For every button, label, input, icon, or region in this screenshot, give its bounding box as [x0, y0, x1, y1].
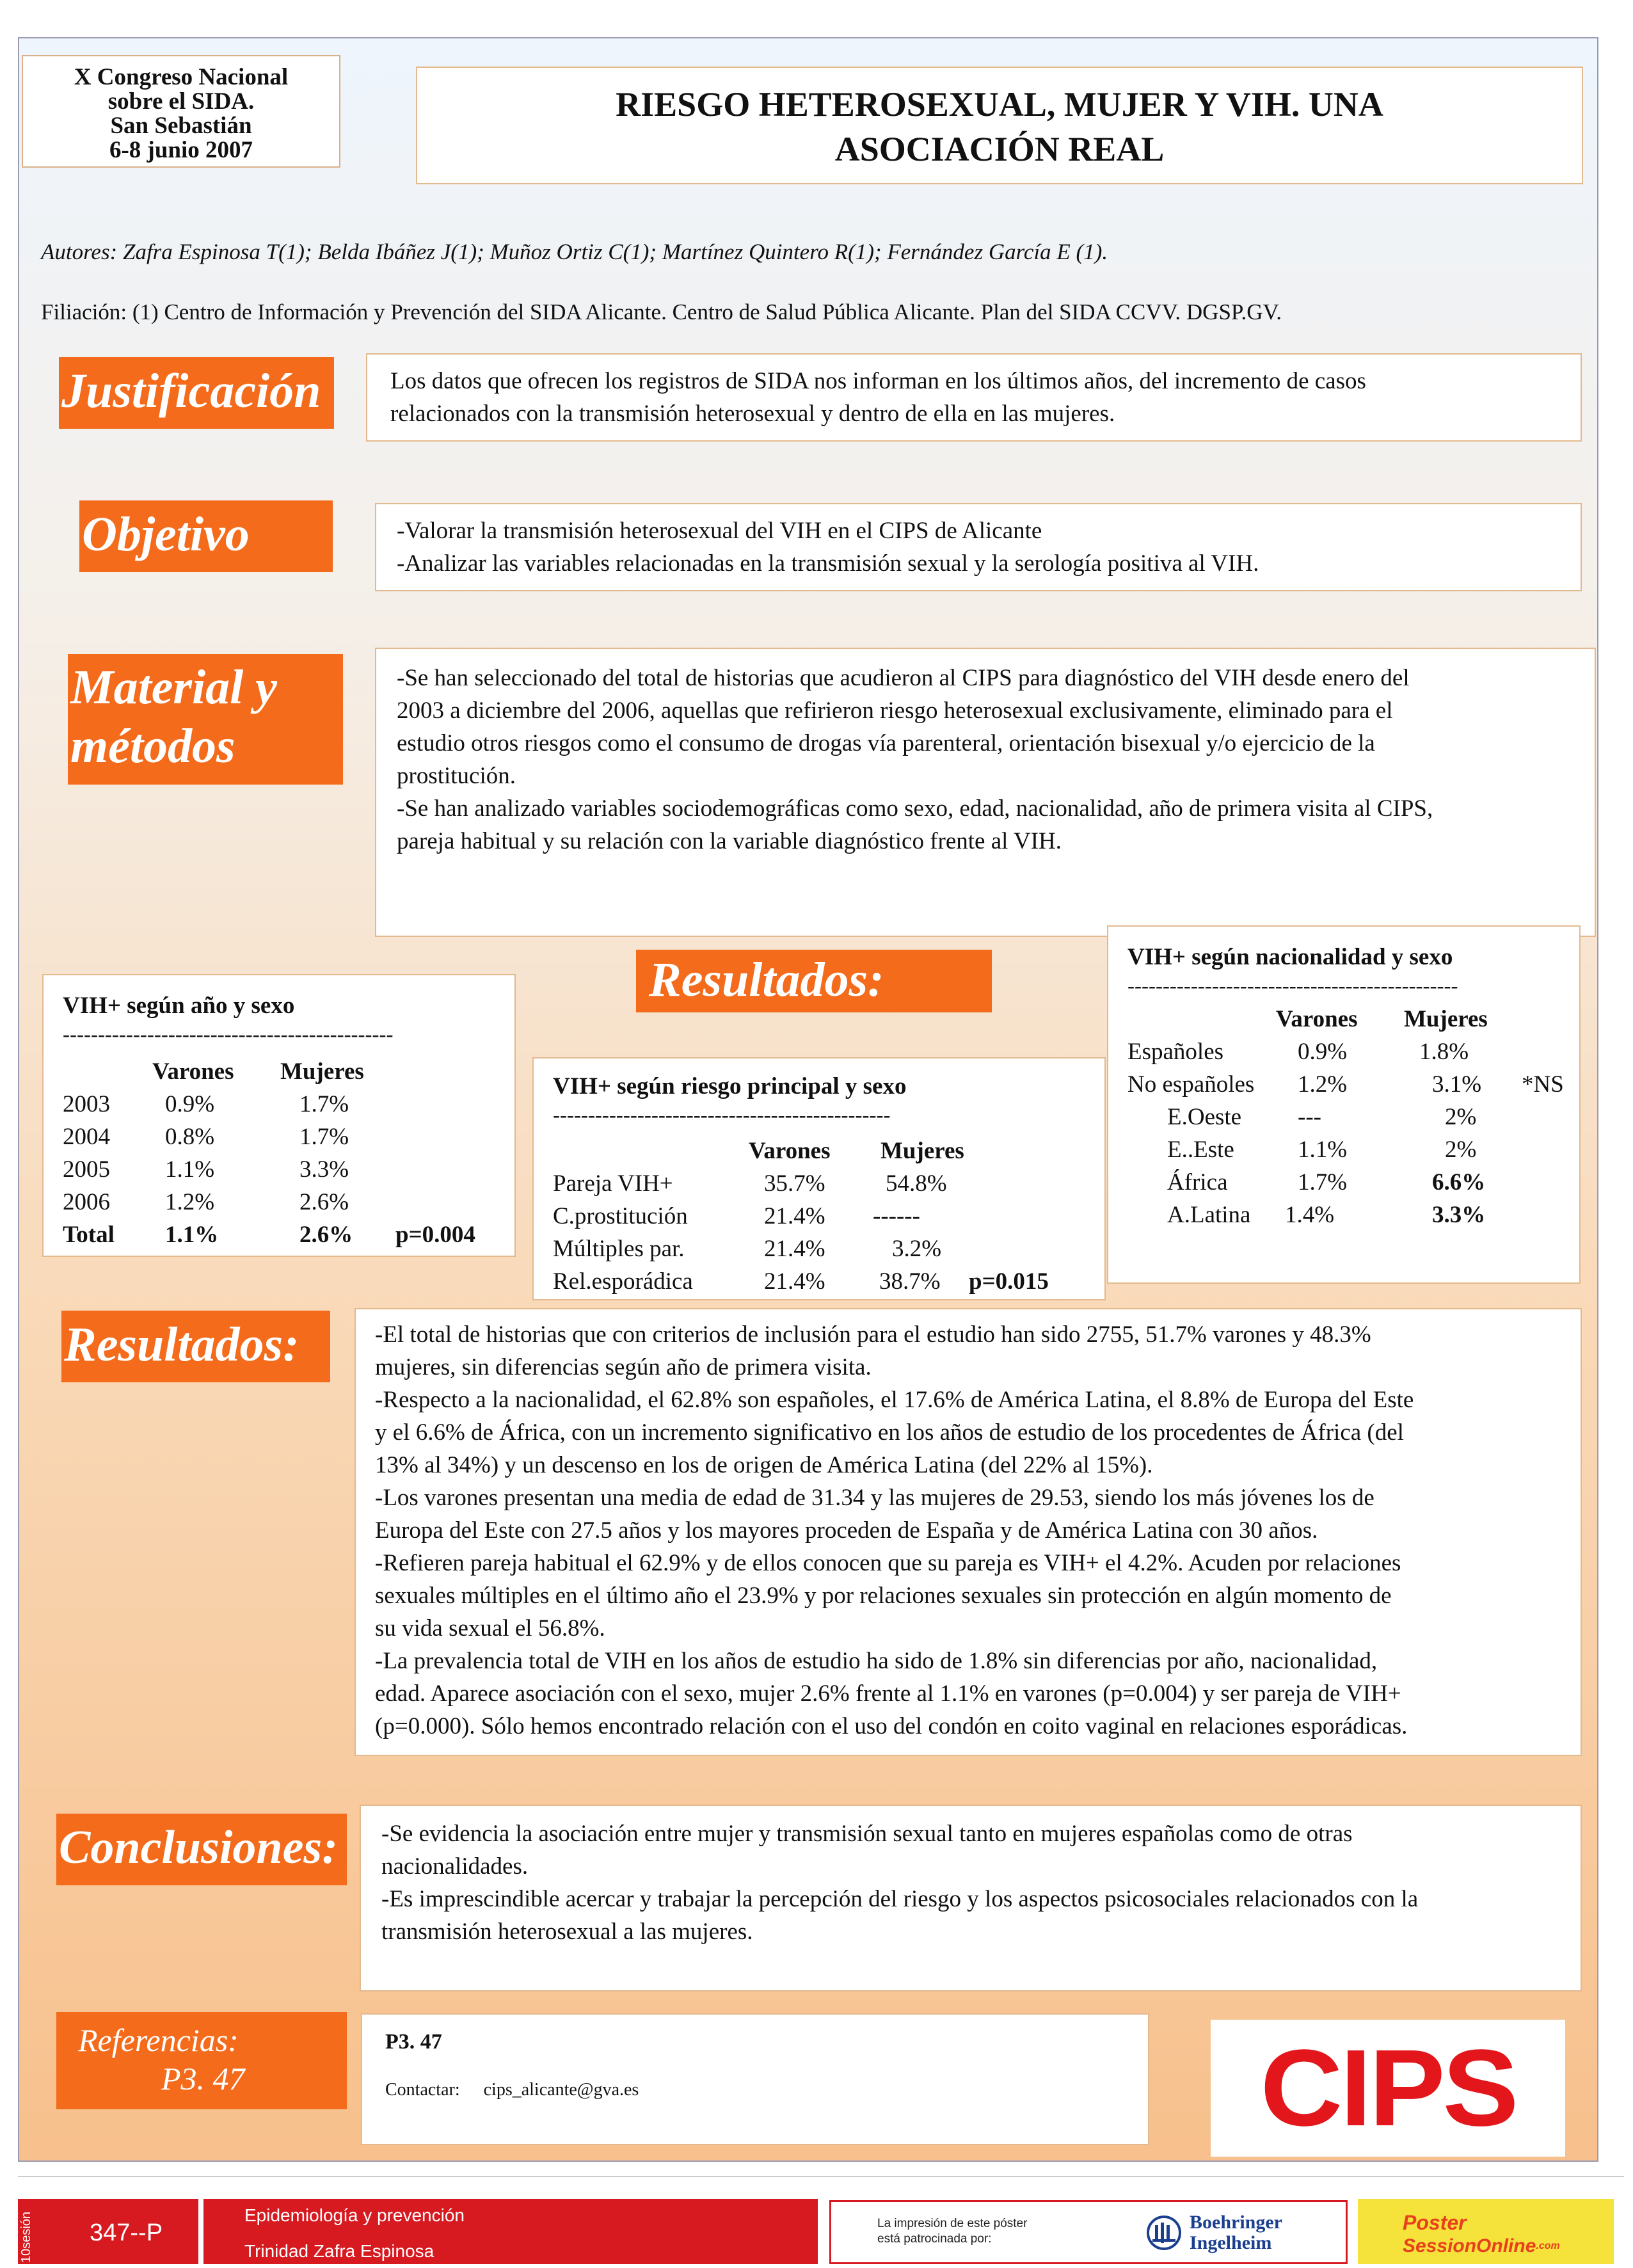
table-header-row — [1127, 1003, 1579, 1035]
table-row — [1127, 1101, 1579, 1133]
table-row — [1127, 1199, 1579, 1231]
congress-line: 6-8 junio 2007 — [109, 137, 253, 163]
header-cell: Varones — [749, 1138, 831, 1164]
header-cell: Varones — [1276, 1006, 1358, 1032]
cell: Rel.esporádica — [553, 1268, 693, 1295]
table-row — [553, 1200, 1104, 1233]
title-box — [416, 67, 1583, 184]
contact-line — [385, 2080, 1148, 2100]
cell: 2004 — [63, 1124, 110, 1150]
text-line: mujeres, sin diferencias según año de primera visita. — [375, 1354, 872, 1380]
referencias-label: Referencias: — [78, 2022, 239, 2058]
table-nationality — [1107, 925, 1581, 1284]
table-row — [63, 1088, 514, 1121]
material-heading-line: Material y — [70, 660, 277, 714]
header-cell: Mujeres — [880, 1138, 964, 1164]
text-line: prostitución. — [397, 763, 516, 789]
cell: 0.9% — [165, 1091, 215, 1117]
contact-email[interactable]: cips_alicante@gva.es — [483, 2080, 639, 2100]
footer-code-block — [18, 2199, 198, 2264]
sponsor-caption-line: está patrocinada por: — [877, 2232, 992, 2246]
text-line: Los datos que ofrecen los registros de SIDA nos informan en los últimos años, del incremento de casos — [390, 368, 1366, 394]
cell: 21.4% — [764, 1236, 825, 1262]
table-title: VIH+ según año y sexo — [63, 993, 295, 1019]
cell: 1.1% — [165, 1222, 219, 1248]
material-heading-line: métodos — [70, 719, 235, 773]
cell: 1.7% — [299, 1091, 349, 1117]
sponsor-caption-line: La impresión de este póster — [877, 2217, 1028, 2230]
text-line: -Refieren pareja habitual el 62.9% y de ellos conocen que su pareja es VIH+ el 4.2%. Acuden por relaciones — [375, 1550, 1401, 1576]
cell: Múltiples par. — [553, 1236, 685, 1262]
resultados-center-heading: Resultados: — [636, 950, 992, 1012]
resultados-heading: Resultados: — [61, 1311, 330, 1382]
cell: 3.1% — [1432, 1071, 1482, 1098]
cell: 1.7% — [1298, 1169, 1348, 1195]
table-row — [553, 1233, 1104, 1265]
footer-side-label: 10sesión — [19, 2211, 33, 2263]
table-row — [553, 1265, 1104, 1298]
table-row — [1127, 1133, 1579, 1166]
text-line: -Se han analizado variables sociodemográficas como sexo, edad, nacionalidad, año de primera visita al CIPS, — [397, 795, 1433, 822]
boehringer-name-line: Ingelheim — [1190, 2232, 1272, 2253]
page-title: ASOCIACIÓN REAL — [834, 130, 1165, 168]
cell: A.Latina — [1167, 1202, 1251, 1228]
cell: 2% — [1445, 1104, 1477, 1130]
table-title: VIH+ según nacionalidad y sexo — [1127, 944, 1453, 970]
table-title: VIH+ según riesgo principal y sexo — [553, 1073, 907, 1099]
cips-logo-box — [1211, 2020, 1565, 2157]
brand-word: Poster — [1403, 2211, 1467, 2234]
cell: 38.7% — [879, 1268, 941, 1295]
brand-suffix: .com — [1536, 2240, 1560, 2251]
cell: 1.1% — [165, 1156, 215, 1183]
table-row — [63, 1121, 514, 1153]
congress-box — [22, 55, 340, 168]
text-line: -Es imprescindible acercar y trabajar la percepción del riesgo y los aspectos psicosociales relacionados con la — [381, 1886, 1419, 1912]
cell: 0.8% — [165, 1124, 215, 1150]
table-row — [1127, 1035, 1579, 1068]
text-line: su vida sexual el 56.8%. — [375, 1615, 605, 1641]
table-header-row — [63, 1055, 514, 1088]
cell: 2003 — [63, 1091, 110, 1117]
cell: --- — [1298, 1104, 1321, 1130]
cell: 1.1% — [1298, 1137, 1348, 1163]
cell: 0.9% — [1298, 1039, 1348, 1065]
objetivo-heading: Objetivo — [79, 500, 333, 572]
table-row — [63, 1153, 514, 1186]
text-line: -El total de historias que con criterios de inclusión para el estudio han sido 2755, 51.7% varones y 48.3% — [375, 1322, 1371, 1348]
text-line: 2003 a diciembre del 2006, aquellas que refirieron riesgo heterosexual exclusivamente, eliminado para el — [397, 698, 1393, 724]
text-line: y el 6.6% de África, con un incremento significativo en los años de estudio de los procedentes de África (del — [375, 1419, 1404, 1446]
text-line: -Valorar la transmisión heterosexual del VIH en el CIPS de Alicante — [397, 518, 1042, 544]
header-cell — [63, 1055, 152, 1088]
table-divider: ----------------------------------------------- — [1127, 975, 1458, 998]
cell: 3.3% — [299, 1156, 349, 1183]
cell: Pareja VIH+ — [553, 1170, 673, 1197]
text-line: -Respecto a la nacionalidad, el 62.8% son españoles, el 17.6% de América Latina, el 8.8% de Europa del Este — [375, 1387, 1414, 1413]
cell: 2.6% — [299, 1222, 353, 1248]
table-divider: ------------------------------------------------ — [553, 1104, 891, 1127]
boehringer-name-line: Boehringer — [1190, 2212, 1282, 2233]
material-box — [375, 648, 1596, 937]
resultados-box — [354, 1308, 1582, 1756]
cell: E.Oeste — [1167, 1104, 1242, 1130]
authors: Autores: Zafra Espinosa T(1); Belda Ibáñez J(1); Muñoz Ortiz C(1); Martínez Quintero R(1); Fernández García E (1). — [41, 239, 1108, 264]
sponsor-caption — [877, 2216, 1027, 2247]
affiliation: Filiación: (1) Centro de Información y Prevención del SIDA Alicante. Centro de Salud Pública Alicante. Plan del SIDA CCVV. DGSP.GV. — [41, 299, 1282, 324]
cell: África — [1167, 1169, 1228, 1195]
justificacion-heading: Justificación — [59, 357, 334, 429]
objetivo-box — [375, 503, 1582, 591]
text-line: edad. Aparece asociación con el sexo, mujer 2.6% frente al 1.1% en varones (p=0.004) y ser pareja de VIH+ — [375, 1681, 1401, 1707]
referencias-box — [361, 2013, 1149, 2145]
boehringer-name — [1190, 2212, 1282, 2253]
cell: *NS — [1522, 1071, 1564, 1098]
table-row — [1127, 1166, 1579, 1199]
poster-canvas — [18, 37, 1598, 2162]
text-line: (p=0.000). Sólo hemos encontrado relación con el uso del condón en coito vaginal en relaciones esporádicas. — [375, 1713, 1408, 1739]
conclusiones-heading: Conclusiones: — [56, 1814, 347, 1885]
brand-word: SessionOnline — [1403, 2235, 1536, 2256]
table-total-row — [63, 1218, 514, 1251]
cell: E..Este — [1167, 1137, 1234, 1163]
material-heading — [68, 654, 343, 785]
cell: ------ — [873, 1203, 920, 1229]
congress-line: X Congreso Nacional — [74, 64, 289, 90]
table-row — [1127, 1068, 1579, 1101]
cell: 1.2% — [165, 1189, 215, 1215]
text-line: Europa del Este con 27.5 años y los mayores proceden de España y de América Latina con 30 años. — [375, 1517, 1318, 1544]
header-cell — [553, 1135, 749, 1167]
cell: Total — [63, 1222, 115, 1248]
cell: 3.3% — [1432, 1202, 1486, 1228]
footer-sponsor-block — [829, 2200, 1348, 2264]
footer-topic-block — [203, 2199, 818, 2264]
cell: 3.2% — [892, 1236, 942, 1262]
cell: 35.7% — [764, 1170, 825, 1197]
footer-topic: Epidemiología y prevención — [244, 2205, 465, 2225]
header-cell — [1127, 1003, 1276, 1035]
boehringer-logo-icon — [1146, 2215, 1182, 2251]
postersession-logo — [1403, 2213, 1560, 2259]
header-cell: Mujeres — [1404, 1006, 1488, 1032]
text-line: transmisión heterosexual a las mujeres. — [381, 1919, 753, 1945]
cell: C.prostitución — [553, 1203, 688, 1229]
header-cell: Mujeres — [280, 1058, 364, 1085]
referencias-code: P3. 47 — [161, 2061, 245, 2096]
cell: 2005 — [63, 1156, 110, 1183]
table-header-row — [553, 1135, 1104, 1167]
cell: 1.4% — [1285, 1202, 1335, 1228]
cell: 2006 — [63, 1189, 110, 1215]
footer-author: Trinidad Zafra Espinosa — [244, 2241, 434, 2261]
header-cell: Varones — [152, 1058, 234, 1085]
cell: 21.4% — [764, 1268, 825, 1295]
table-risk — [532, 1057, 1106, 1300]
congress-line: sobre el SIDA. — [108, 88, 255, 115]
reference-code: P3. 47 — [385, 2030, 442, 2054]
referencias-heading — [56, 2012, 347, 2109]
text-line: -Los varones presentan una media de edad de 31.34 y las mujeres de 29.53, siendo los más jóvenes los de — [375, 1485, 1374, 1511]
text-line: -Se evidencia la asociación entre mujer y transmisión sexual tanto en mujeres españolas como de otras — [381, 1821, 1353, 1847]
cell: 2% — [1445, 1137, 1477, 1163]
cell: No españoles — [1127, 1071, 1255, 1098]
table-divider: ----------------------------------------------- — [63, 1023, 394, 1046]
cips-logo: CIPS — [1260, 2027, 1516, 2149]
footer-line — [18, 2176, 1624, 2177]
contact-label: Contactar: — [385, 2080, 460, 2100]
cell: p=0.015 — [969, 1268, 1049, 1295]
cell: 2.6% — [299, 1189, 349, 1215]
text-line: -Analizar las variables relacionadas en la transmisión sexual y la serología positiva al VIH. — [397, 550, 1259, 577]
table-row — [553, 1167, 1104, 1200]
text-line: relacionados con la transmisión heterosexual y dentro de ella en las mujeres. — [390, 401, 1115, 427]
footer-brand-block — [1358, 2199, 1614, 2264]
page-title: RIESGO HETEROSEXUAL, MUJER Y VIH. UNA — [616, 85, 1383, 124]
text-line: -La prevalencia total de VIH en los años de estudio ha sido de 1.8% sin diferencias por año, nacionalidad, — [375, 1648, 1378, 1674]
cell: 1.8% — [1419, 1039, 1469, 1065]
footer-poster-code: 347--P — [90, 2219, 163, 2246]
text-line: pareja habitual y su relación con la variable diagnóstico frente al VIH. — [397, 828, 1062, 854]
cell: 1.2% — [1298, 1071, 1348, 1098]
conclusiones-box — [360, 1805, 1582, 1992]
cell: 6.6% — [1432, 1169, 1486, 1195]
table-year — [42, 974, 516, 1257]
congress-line: San Sebastián — [110, 113, 252, 139]
text-line: estudio otros riesgos como el consumo de drogas vía parenteral, orientación bisexual y/o ejercicio de la — [397, 730, 1375, 756]
table-row — [63, 1186, 514, 1218]
text-line: -Se han seleccionado del total de historias que acudieron al CIPS para diagnóstico del VIH desde enero del — [397, 665, 1410, 691]
cell: p=0.004 — [395, 1222, 475, 1248]
justificacion-box — [366, 353, 1582, 442]
cell: 1.7% — [299, 1124, 349, 1150]
text-line: nacionalidades. — [381, 1853, 529, 1880]
cell: 21.4% — [764, 1203, 825, 1229]
cell: Españoles — [1127, 1039, 1224, 1065]
cell: 54.8% — [886, 1170, 947, 1197]
text-line: 13% al 34%) y un descenso en los de origen de América Latina (del 22% al 15%). — [375, 1452, 1153, 1478]
text-line: sexuales múltiples en el último año el 23.9% y por relaciones sexuales sin protección en algún momento de — [375, 1583, 1392, 1609]
